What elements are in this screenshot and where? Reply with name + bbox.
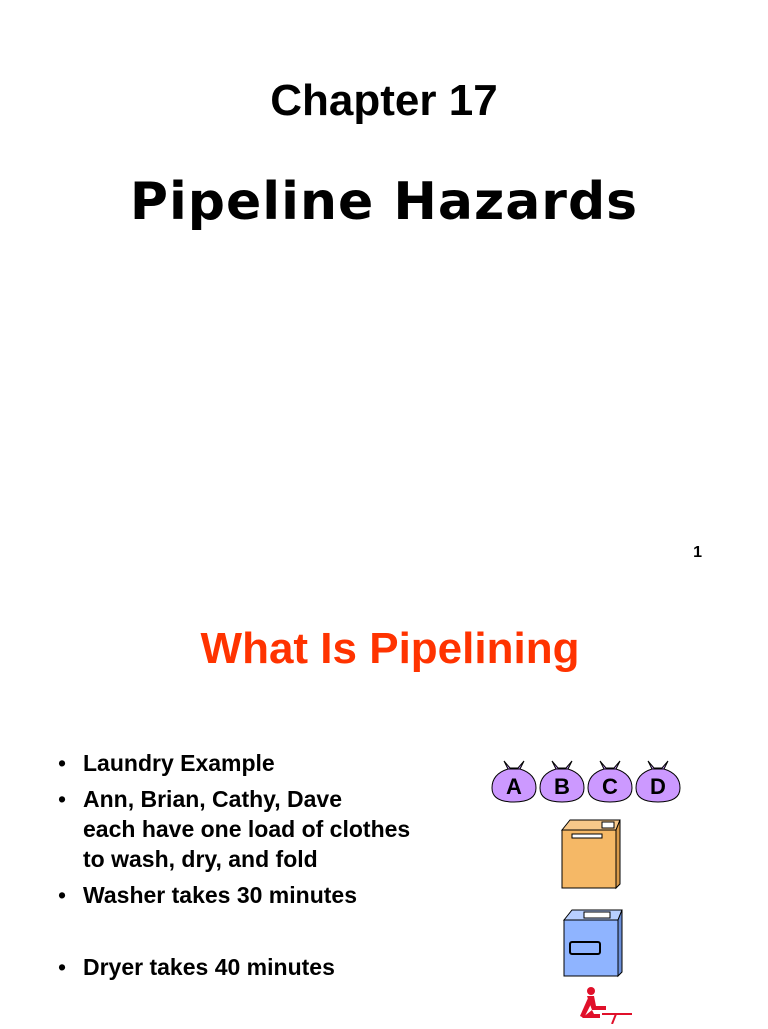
- bullet-line: to wash, dry, and fold: [83, 846, 318, 872]
- bullet-line: each have one load of clothes: [83, 816, 411, 842]
- page-number: 1: [693, 544, 702, 561]
- bullet-item: [58, 748, 478, 778]
- laundry-bag-icon: [490, 760, 538, 804]
- slide-title: Pipeline Hazards: [129, 172, 639, 232]
- slide-2-title: What Is Pipelining: [200, 624, 580, 673]
- bullet-item: [58, 952, 478, 982]
- laundry-bag-icon: [634, 760, 682, 804]
- bag-label: B: [554, 774, 570, 799]
- bullet-item: [58, 880, 478, 910]
- laundry-bag-icon: [586, 760, 634, 804]
- bullet-line: • Washer takes 30 minutes: [83, 882, 357, 908]
- bag-label: C: [602, 774, 618, 799]
- bullet-line: • Ann, Brian, Cathy, Dave: [83, 786, 343, 812]
- bullet-line: • Dryer takes 40 minutes: [83, 954, 335, 980]
- dryer-icon: [562, 908, 624, 985]
- bullet-item: [58, 784, 478, 874]
- washer-icon: [560, 818, 622, 895]
- folding-person-icon: [574, 984, 634, 1029]
- bag-label: D: [650, 774, 666, 799]
- bag-label: A: [506, 774, 522, 799]
- chapter-heading: Chapter 17: [270, 76, 498, 125]
- bullet-list: [58, 748, 478, 982]
- laundry-bag-icon: [538, 760, 586, 804]
- slide-2: [0, 580, 768, 1024]
- bullet-line: • Laundry Example: [83, 750, 275, 776]
